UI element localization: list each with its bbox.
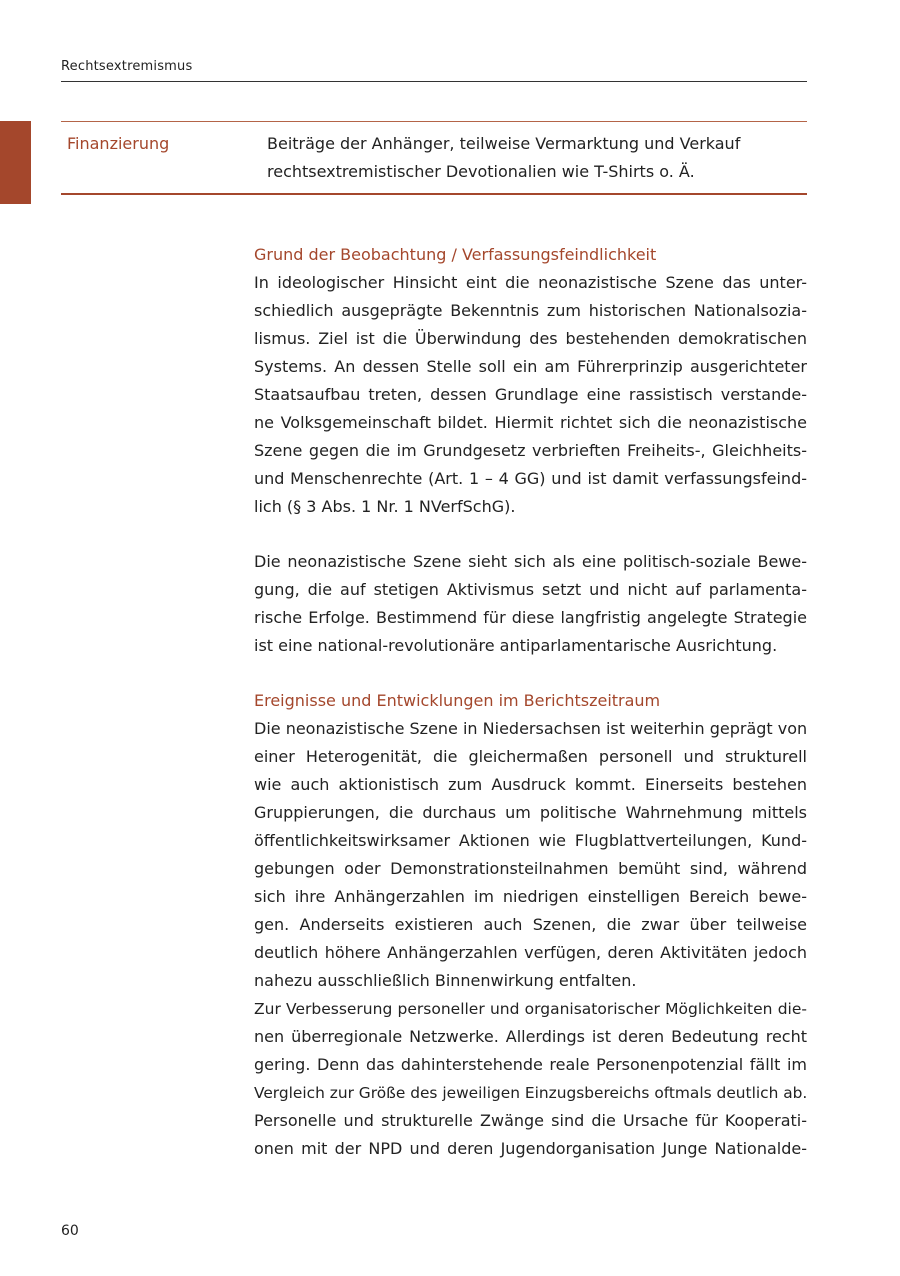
- paragraph-gap: [254, 521, 807, 548]
- text-line: Zur Verbesserung personeller und organisatorischer Möglichkeiten die-: [254, 1000, 807, 1018]
- text-line: In ideologischer Hinsicht eint die neonazistische Szene das unter-: [254, 273, 807, 292]
- observation-paragraph-1: [254, 269, 807, 521]
- text-line: wie auch aktionistisch zum Ausdruck kommt. Einerseits bestehen: [254, 775, 807, 794]
- text-line: rische Erfolge. Bestimmend für diese langfristig angelegte Strategie: [254, 608, 807, 627]
- text-line: Staatsaufbau treten, dessen Grundlage eine rassistisch verstande-: [254, 385, 807, 404]
- financing-row: [61, 122, 807, 193]
- financing-value: [267, 130, 807, 186]
- text-line: onen mit der NPD und deren Jugendorganisation Junge Nationalde-: [254, 1139, 807, 1158]
- running-header-title: Rechtsextremismus: [61, 59, 193, 74]
- text-line: gebungen oder Demonstrationsteilnahmen bemüht sind, während: [254, 859, 807, 878]
- text-line: ist eine national-revolutionäre antiparlamentarische Ausrichtung.: [254, 636, 778, 655]
- text-line: nen überregionale Netzwerke. Allerdings ist deren Bedeutung recht: [254, 1027, 807, 1046]
- text-line: Systems. An dessen Stelle soll ein am Führerprinzip ausgerichteter: [254, 357, 807, 376]
- financing-value-line: rechtsextremistischer Devotionalien wie T-Shirts o. Ä.: [267, 162, 695, 181]
- text-line: einer Heterogenität, die gleichermaßen personell und strukturell: [254, 747, 807, 766]
- text-line: lich (§ 3 Abs. 1 Nr. 1 NVerfSchG).: [254, 497, 516, 516]
- observation-paragraph-2: [254, 548, 807, 660]
- text-line: sich ihre Anhängerzahlen im niedrigen einstelligen Bereich bewe-: [254, 887, 807, 906]
- text-line: Szene gegen die im Grundgesetz verbrieften Freiheits-, Gleichheits-: [254, 441, 807, 460]
- page-number: 60: [61, 1223, 79, 1239]
- text-line: schiedlich ausgeprägte Bekenntnis zum historischen Nationalsozia-: [254, 301, 807, 320]
- section-gap: [254, 660, 807, 687]
- text-line: Vergleich zur Größe des jeweiligen Einzugsbereichs oftmals deutlich ab.: [254, 1084, 808, 1102]
- financing-info-table: [61, 121, 807, 195]
- section-heading-observation: Grund der Beobachtung / Verfassungsfeindlichkeit: [254, 245, 657, 264]
- section-heading-events: Ereignisse und Entwicklungen im Berichtszeitraum: [254, 691, 661, 710]
- text-line: und Menschenrechte (Art. 1 – 4 GG) und ist damit verfassungsfeind-: [254, 469, 807, 488]
- text-line: öffentlichkeitswirksamer Aktionen wie Flugblattverteilungen, Kund-: [254, 831, 807, 850]
- text-line: gung, die auf stetigen Aktivismus setzt und nicht auf parlamenta-: [254, 580, 807, 599]
- events-paragraph-1: [254, 715, 807, 995]
- text-line: Die neonazistische Szene in Niedersachsen ist weiterhin geprägt von: [254, 719, 808, 738]
- text-line: gering. Denn das dahinterstehende reale Personenpotenzial fällt im: [254, 1055, 807, 1074]
- text-line: gen. Anderseits existieren auch Szenen, die zwar über teilweise: [254, 915, 807, 934]
- text-line: deutlich höhere Anhängerzahlen verfügen, deren Aktivitäten jedoch: [254, 943, 807, 962]
- text-line: ne Volksgemeinschaft bildet. Hiermit richtet sich die neonazistische: [254, 413, 807, 432]
- text-line: nahezu ausschließlich Binnenwirkung entfalten.: [254, 971, 637, 990]
- text-line: Personelle und strukturelle Zwänge sind die Ursache für Kooperati-: [254, 1111, 807, 1130]
- chapter-side-tab: [0, 121, 31, 204]
- financing-label: Finanzierung: [67, 134, 170, 153]
- events-paragraph-2: [254, 995, 807, 1163]
- main-text-column: [254, 241, 807, 1163]
- text-line: Gruppierungen, die durchaus um politische Wahrnehmung mittels: [254, 803, 807, 822]
- section-events: [254, 687, 807, 1163]
- text-line: Die neonazistische Szene sieht sich als eine politisch-soziale Bewe-: [254, 552, 807, 571]
- header-divider: [61, 81, 807, 82]
- financing-value-line: Beiträge der Anhänger, teilweise Vermarktung und Verkauf: [267, 134, 741, 153]
- section-observation: [254, 241, 807, 660]
- text-line: lismus. Ziel ist die Überwindung des bestehenden demokratischen: [254, 329, 807, 348]
